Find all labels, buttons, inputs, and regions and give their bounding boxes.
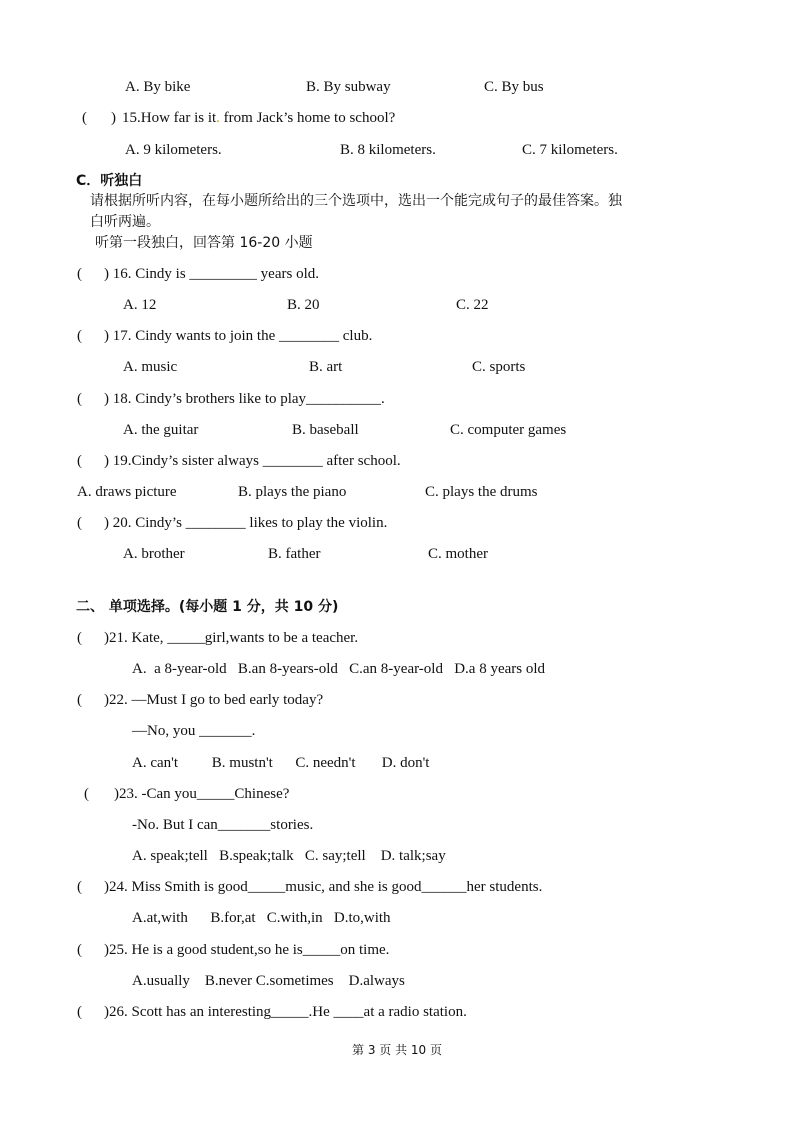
q20-stem: ) 20. Cindy’s ________ likes to play the violin. (104, 515, 388, 531)
q16-paren: ( (77, 266, 82, 282)
q15-paren-close: ) (111, 110, 116, 126)
q25-options: A.usually B.never C.sometimes D.always (132, 973, 405, 989)
q23-stem: )23. -Can you_____Chinese? (114, 786, 290, 802)
q15-option-a: A. 9 kilometers. (125, 142, 222, 158)
section-c-title: C．听独白 (76, 173, 143, 189)
q26-stem: )26. Scott has an interesting_____.He ____at a radio station. (104, 1004, 467, 1020)
section-c-instruction-2: 白听两遍。 (90, 214, 160, 230)
q20-option-c: C. mother (428, 546, 488, 562)
section-2-title: 二、 单项选择。(每小题 1 分，共 10 分) (76, 599, 339, 615)
q25-stem: )25. He is a good student,so he is_____on time. (104, 942, 390, 958)
q22-answer-line: —No, you _______. (132, 723, 256, 739)
q14-option-b: B. By subway (306, 79, 391, 95)
q15-option-b: B. 8 kilometers. (340, 142, 436, 158)
q18-stem: ) 18. Cindy’s brothers like to play__________. (104, 391, 385, 407)
q24-stem: )24. Miss Smith is good_____music, and she is good______her students. (104, 879, 543, 895)
q17-option-b: B. art (309, 359, 343, 375)
q17-option-c: C. sports (472, 359, 526, 375)
section-c-subinstruction: 听第一段独白，回答第 16-20 小题 (95, 235, 313, 251)
q21-options: A. a 8-year-old B.an 8-years-old C.an 8-year-old D.a 8 years old (132, 661, 546, 677)
q22-stem: )22. —Must I go to bed early today? (104, 692, 324, 708)
q24-options: A.at,with B.for,at C.with,in D.to,with (132, 910, 391, 926)
q16-option-c: C. 22 (456, 297, 489, 313)
q17-option-a: A. music (123, 359, 178, 375)
q15-dot: . (216, 110, 220, 126)
q23-options: A. speak;tell B.speak;talk C. say;tell D. talk;say (132, 848, 446, 864)
q19-option-c: C. plays the drums (425, 484, 538, 500)
q22-paren: ( (77, 692, 82, 708)
q17-stem: ) 17. Cindy wants to join the ________ club. (104, 328, 373, 344)
q22-options: A. can't B. mustn't C. needn't D. don't (132, 755, 430, 771)
q16-stem: ) 16. Cindy is _________ years old. (104, 266, 319, 282)
q17-paren: ( (77, 328, 82, 344)
q26-paren: ( (77, 1004, 82, 1020)
q19-option-a: A. draws picture (77, 484, 177, 500)
q23-answer-line: -No. But I can_______stories. (132, 817, 314, 833)
q21-stem: )21. Kate, _____girl,wants to be a teacher. (104, 630, 359, 646)
q19-paren: ( (77, 453, 82, 469)
q20-paren: ( (77, 515, 82, 531)
q16-option-b: B. 20 (287, 297, 320, 313)
q14-option-a: A. By bike (125, 79, 191, 95)
q18-paren: ( (77, 391, 82, 407)
q20-option-a: A. brother (123, 546, 185, 562)
q15-paren: ( (82, 110, 87, 126)
page-footer: 第 3 页 共 10 页 (352, 1043, 442, 1057)
q19-stem: ) 19.Cindy’s sister always ________ after school. (104, 453, 401, 469)
q18-option-c: C. computer games (450, 422, 567, 438)
q14-option-c: C. By bus (484, 79, 544, 95)
q16-option-a: A. 12 (123, 297, 157, 313)
q15-stem: 15.How far is it. from Jack’s home to school? (122, 110, 396, 126)
q18-option-b: B. baseball (292, 422, 359, 438)
q19-option-b: B. plays the piano (238, 484, 347, 500)
section-c-instruction-1: 请根据所听内容，在每小题所给出的三个选项中，选出一个能完成句子的最佳答案。独 (90, 193, 622, 209)
q24-paren: ( (77, 879, 82, 895)
q20-option-b: B. father (268, 546, 321, 562)
q18-option-a: A. the guitar (123, 422, 199, 438)
q23-paren: ( (84, 786, 89, 802)
q25-paren: ( (77, 942, 82, 958)
q15-option-c: C. 7 kilometers. (522, 142, 618, 158)
q21-paren: ( (77, 630, 82, 646)
